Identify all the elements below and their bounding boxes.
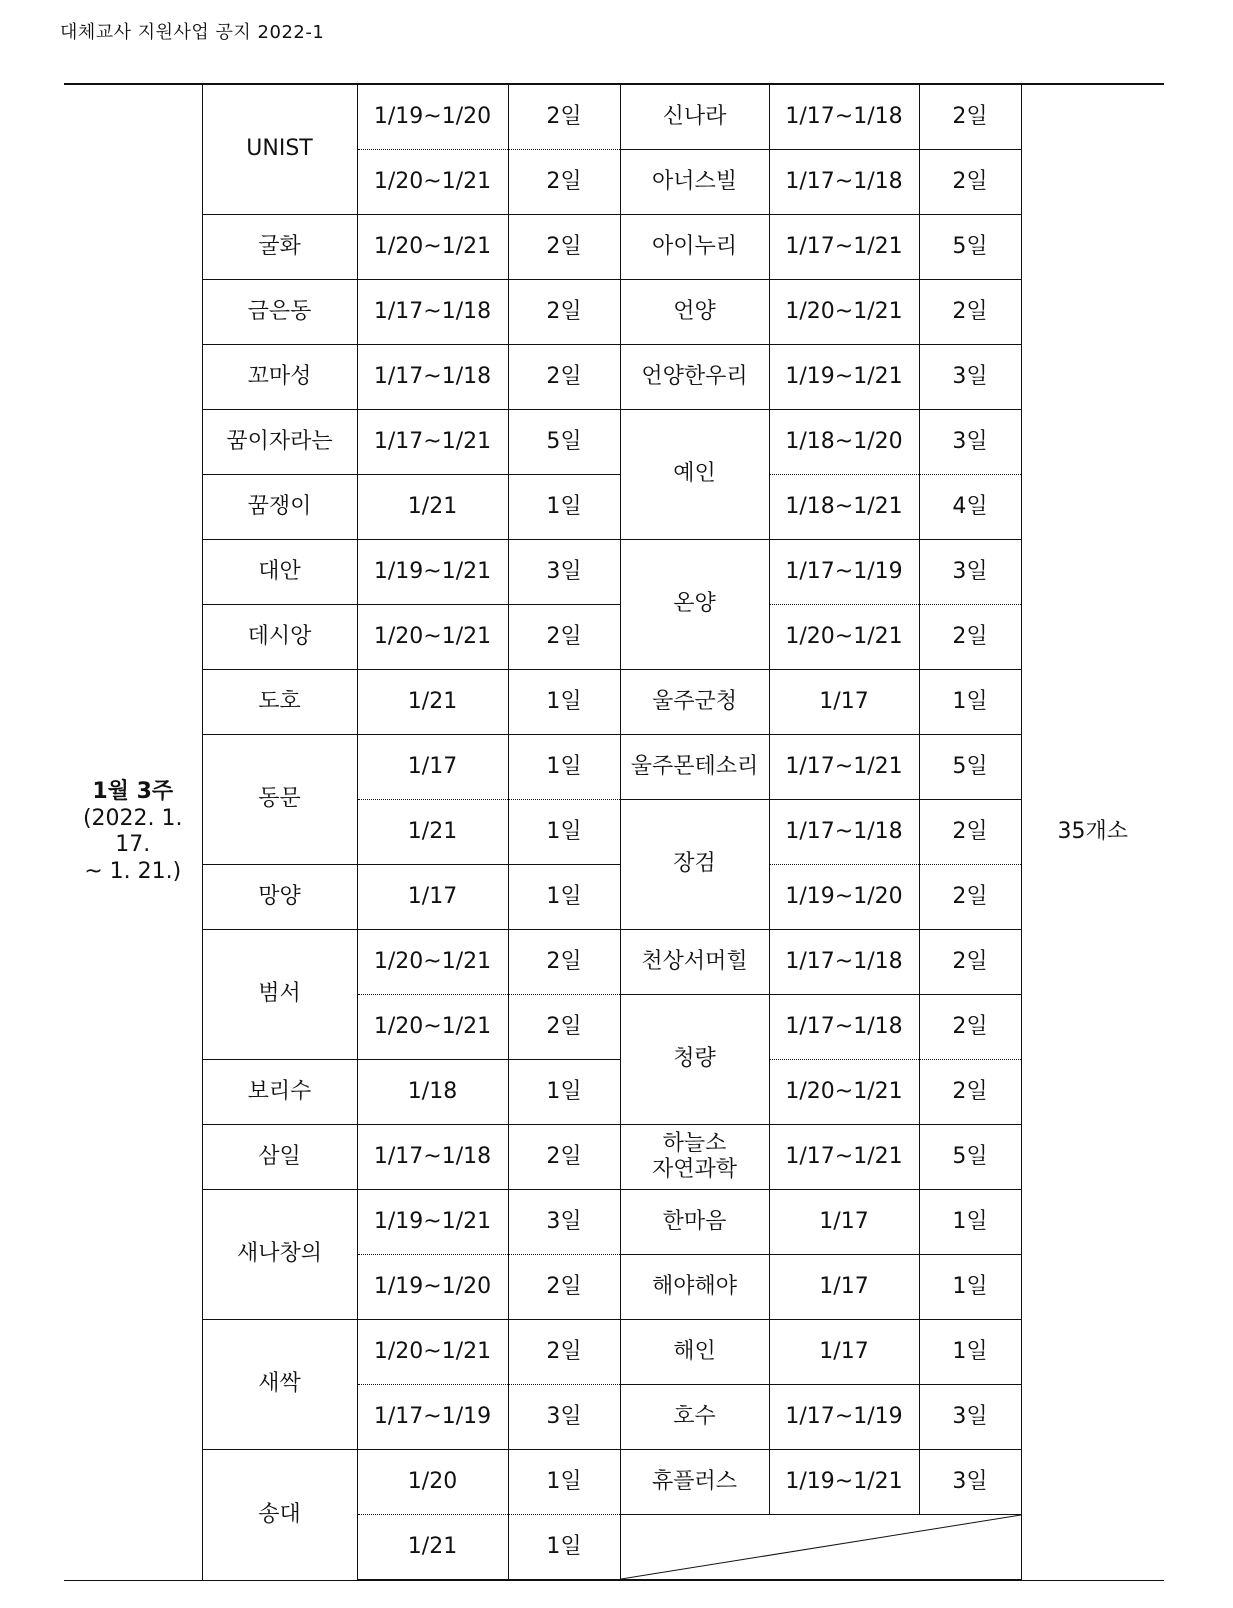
date-range: 1/17	[769, 1190, 919, 1255]
day-count: 4일	[919, 475, 1021, 540]
center-name: 새나창의	[202, 1190, 357, 1320]
date-range: 1/21	[357, 670, 508, 735]
center-name: 꼬마성	[202, 345, 357, 410]
table-row	[64, 1125, 1164, 1190]
center-name: 해야해야	[620, 1255, 769, 1320]
date-range: 1/18~1/21	[769, 475, 919, 540]
week-title: 1월 3주	[92, 779, 174, 805]
day-count: 2일	[919, 995, 1021, 1060]
center-name: 온양	[620, 540, 769, 670]
center-name: 범서	[202, 930, 357, 1060]
date-range: 1/19~1/20	[357, 84, 508, 150]
day-count: 1일	[508, 735, 620, 800]
date-range: 1/19~1/20	[357, 1255, 508, 1320]
date-range: 1/17~1/18	[769, 930, 919, 995]
date-range: 1/17~1/18	[769, 150, 919, 215]
day-count: 1일	[919, 1255, 1021, 1320]
day-count: 2일	[919, 930, 1021, 995]
date-range: 1/18	[357, 1060, 508, 1125]
schedule-table	[64, 83, 1164, 1581]
day-count: 2일	[919, 1060, 1021, 1125]
day-count: 1일	[919, 1190, 1021, 1255]
day-count: 2일	[508, 930, 620, 995]
day-count: 2일	[508, 1255, 620, 1320]
center-name: 울주몬테소리	[620, 735, 769, 800]
day-count: 2일	[508, 215, 620, 280]
center-name: 장검	[620, 800, 769, 930]
date-range: 1/17~1/18	[357, 345, 508, 410]
day-count: 5일	[919, 1125, 1021, 1190]
day-count: 3일	[919, 345, 1021, 410]
center-name: 금은동	[202, 280, 357, 345]
date-range: 1/17	[357, 735, 508, 800]
table-row	[64, 475, 1164, 540]
table-row	[64, 84, 1164, 150]
day-count: 2일	[919, 280, 1021, 345]
day-count: 1일	[508, 475, 620, 540]
date-range: 1/20~1/21	[357, 930, 508, 995]
week-label	[64, 84, 202, 1580]
date-range: 1/19~1/21	[769, 345, 919, 410]
date-range: 1/17~1/21	[769, 735, 919, 800]
center-name: 하늘소 자연과학	[620, 1125, 769, 1190]
day-count: 1일	[508, 865, 620, 930]
center-name: 망양	[202, 865, 357, 930]
date-range: 1/20~1/21	[769, 280, 919, 345]
day-count: 2일	[508, 1320, 620, 1385]
week-range: ~ 1. 21.)	[84, 858, 182, 884]
center-name: 천상서머힐	[620, 930, 769, 995]
center-name: 언양	[620, 280, 769, 345]
date-range: 1/17~1/21	[357, 410, 508, 475]
day-count: 2일	[508, 150, 620, 215]
table-row	[64, 865, 1164, 930]
center-name: 삼일	[202, 1125, 357, 1190]
date-range: 1/21	[357, 800, 508, 865]
center-name: 데시앙	[202, 605, 357, 670]
table-row	[64, 735, 1164, 800]
table-row	[64, 930, 1164, 995]
date-range: 1/17~1/21	[769, 1125, 919, 1190]
document-header: 대체교사 지원사업 공지 2022-1	[60, 22, 325, 43]
date-range: 1/20~1/21	[357, 605, 508, 670]
date-range: 1/17~1/18	[357, 1125, 508, 1190]
table-row	[64, 1450, 1164, 1515]
center-name: 아너스빌	[620, 150, 769, 215]
table-row	[64, 1060, 1164, 1125]
date-range: 1/17~1/18	[769, 800, 919, 865]
date-range: 1/19~1/21	[357, 540, 508, 605]
center-name: 울주군청	[620, 670, 769, 735]
day-count: 2일	[919, 84, 1021, 150]
date-range: 1/20~1/21	[357, 215, 508, 280]
center-name: 도호	[202, 670, 357, 735]
day-count: 2일	[508, 1125, 620, 1190]
day-count: 3일	[919, 1450, 1021, 1515]
day-count: 5일	[919, 215, 1021, 280]
table-row	[64, 215, 1164, 280]
total-count: 35개소	[1021, 84, 1164, 1580]
day-count: 3일	[919, 1385, 1021, 1450]
day-count: 1일	[508, 1060, 620, 1125]
day-count: 2일	[919, 800, 1021, 865]
date-range: 1/21	[357, 475, 508, 540]
date-range: 1/19~1/21	[769, 1450, 919, 1515]
table-row	[64, 540, 1164, 605]
day-count: 1일	[919, 670, 1021, 735]
center-name: 꿈쟁이	[202, 475, 357, 540]
date-range: 1/17~1/18	[769, 84, 919, 150]
date-range: 1/21	[357, 1515, 508, 1581]
day-count: 1일	[919, 1320, 1021, 1385]
day-count: 5일	[508, 410, 620, 475]
date-range: 1/20~1/21	[357, 150, 508, 215]
date-range: 1/20~1/21	[357, 995, 508, 1060]
table-row	[64, 345, 1164, 410]
day-count: 3일	[508, 1190, 620, 1255]
table-row	[64, 605, 1164, 670]
day-count: 2일	[508, 605, 620, 670]
date-range: 1/19~1/21	[357, 1190, 508, 1255]
center-name: 예인	[620, 410, 769, 540]
date-range: 1/20	[357, 1450, 508, 1515]
table-row	[64, 280, 1164, 345]
center-name: 동문	[202, 735, 357, 865]
date-range: 1/17~1/19	[357, 1385, 508, 1450]
center-name: 송대	[202, 1450, 357, 1581]
table-row	[64, 1190, 1164, 1255]
table-row	[64, 1320, 1164, 1385]
center-name: 새싹	[202, 1320, 357, 1450]
day-count: 1일	[508, 1450, 620, 1515]
day-count: 2일	[919, 150, 1021, 215]
day-count: 3일	[508, 1385, 620, 1450]
day-count: 1일	[508, 800, 620, 865]
center-name: 꿈이자라는	[202, 410, 357, 475]
center-name: 대안	[202, 540, 357, 605]
date-range: 1/20~1/21	[769, 605, 919, 670]
day-count: 2일	[508, 995, 620, 1060]
day-count: 1일	[508, 670, 620, 735]
day-count: 3일	[508, 540, 620, 605]
date-range: 1/19~1/20	[769, 865, 919, 930]
diagonal-line	[621, 1515, 1021, 1579]
day-count: 5일	[919, 735, 1021, 800]
date-range: 1/17~1/19	[769, 1385, 919, 1450]
date-range: 1/17	[357, 865, 508, 930]
center-name: 신나라	[620, 84, 769, 150]
day-count: 3일	[919, 410, 1021, 475]
center-name: 해인	[620, 1320, 769, 1385]
date-range: 1/17	[769, 1255, 919, 1320]
center-name: 굴화	[202, 215, 357, 280]
table-row	[64, 410, 1164, 475]
date-range: 1/18~1/20	[769, 410, 919, 475]
week-range: (2022. 1. 17.	[82, 805, 183, 858]
center-name: 청량	[620, 995, 769, 1125]
date-range: 1/17~1/19	[769, 540, 919, 605]
day-count: 3일	[919, 540, 1021, 605]
day-count: 2일	[919, 865, 1021, 930]
center-name: 언양한우리	[620, 345, 769, 410]
date-range: 1/20~1/21	[357, 1320, 508, 1385]
center-name: 휴플러스	[620, 1450, 769, 1515]
day-count: 2일	[508, 84, 620, 150]
table-row	[64, 670, 1164, 735]
center-name: 보리수	[202, 1060, 357, 1125]
date-range: 1/17~1/18	[357, 280, 508, 345]
date-range: 1/17	[769, 670, 919, 735]
center-name: 한마음	[620, 1190, 769, 1255]
day-count: 1일	[508, 1515, 620, 1581]
day-count: 2일	[508, 345, 620, 410]
date-range: 1/17~1/18	[769, 995, 919, 1060]
center-name: 아이누리	[620, 215, 769, 280]
empty-diagonal-cell	[620, 1515, 1021, 1581]
date-range: 1/17	[769, 1320, 919, 1385]
center-name: UNIST	[202, 84, 357, 215]
day-count: 2일	[919, 605, 1021, 670]
date-range: 1/17~1/21	[769, 215, 919, 280]
date-range: 1/20~1/21	[769, 1060, 919, 1125]
day-count: 2일	[508, 280, 620, 345]
center-name: 호수	[620, 1385, 769, 1450]
